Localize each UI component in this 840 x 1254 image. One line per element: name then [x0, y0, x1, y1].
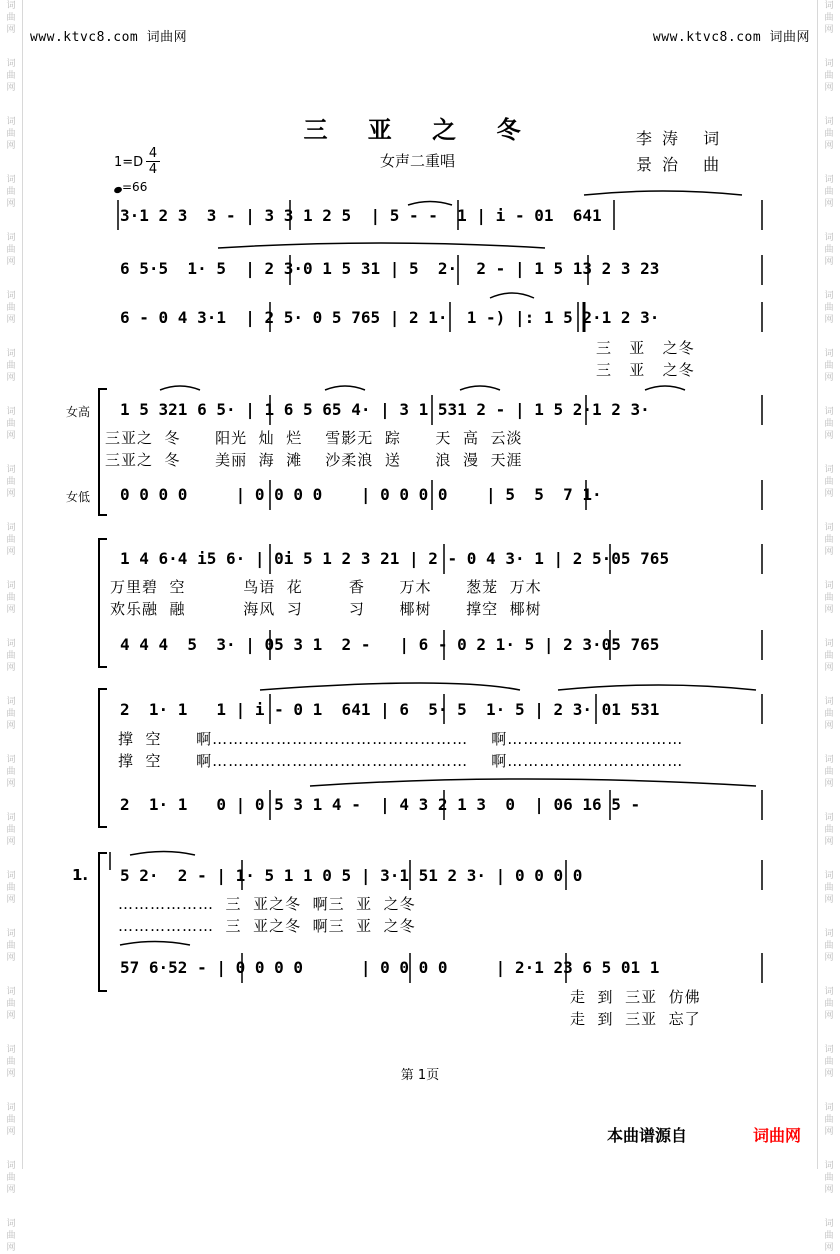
- watermark-char: 曲: [6, 709, 16, 719]
- watermark-char: 网: [824, 199, 834, 209]
- watermark-char: 网: [6, 141, 16, 151]
- watermark-char: 网: [824, 1185, 834, 1195]
- watermark-group: [0, 1218, 22, 1254]
- watermark-char: 词: [6, 639, 16, 649]
- watermark-char: 网: [824, 373, 834, 383]
- watermark-char: 词: [824, 1161, 834, 1171]
- watermark-char: 曲: [6, 361, 16, 371]
- watermark-char: 词: [6, 697, 16, 707]
- watermark-char: 曲: [6, 651, 16, 661]
- watermark-char: 词: [6, 233, 16, 243]
- system-4-upper: 5 2· 2 - | 1· 5 1 1 0 5 | 3·1 51 2 3· | 0 0 0 0: [120, 866, 583, 885]
- watermark-char: 曲: [824, 1231, 834, 1241]
- watermark-char: 网: [6, 1243, 16, 1253]
- system-1-upper: 1 5 321 6 5· | 1 6 5 65 4· | 3 1 531 2 - | 1 5 2·1 2 3·: [120, 400, 650, 419]
- watermark-char: 网: [6, 431, 16, 441]
- site-header-right: www.ktvc8.com 词曲网: [652, 30, 810, 45]
- watermark-char: 网: [6, 489, 16, 499]
- system-3-lyric-2: 撑 空 啊………………………………………… 啊……………………………: [118, 752, 684, 770]
- watermark-char: 词: [6, 407, 16, 417]
- ending-label: 1.: [72, 866, 89, 884]
- watermark-char: 词: [824, 175, 834, 185]
- watermark-char: 网: [824, 25, 834, 35]
- system-3-bracket: [98, 688, 107, 828]
- watermark-char: 网: [6, 25, 16, 35]
- watermark-char: 网: [6, 663, 16, 673]
- watermark-char: 曲: [6, 303, 16, 313]
- watermark-char: 词: [824, 987, 834, 997]
- part-label-lower: 女低: [66, 490, 91, 504]
- system-3-upper: 2 1· 1 1 | i - 0 1 641 | 6 5· 5 1· 5 | 2 3· 01 531: [120, 700, 660, 719]
- watermark-char: 网: [6, 953, 16, 963]
- watermark-char: 曲: [824, 651, 834, 661]
- watermark-char: 曲: [6, 883, 16, 893]
- watermark-char: 词: [824, 1219, 834, 1229]
- watermark-char: 曲: [824, 13, 834, 23]
- watermark-char: 曲: [6, 1173, 16, 1183]
- watermark-char: 词: [824, 291, 834, 301]
- system-1-lyric-2: 三亚之 冬 美丽 海 滩 沙柔浪 送 浪 漫 天涯: [105, 451, 523, 469]
- watermark-char: 曲: [6, 825, 16, 835]
- watermark-char: 词: [824, 59, 834, 69]
- watermark-char: 曲: [6, 477, 16, 487]
- system-4-bracket: [98, 852, 107, 992]
- watermark-char: 网: [6, 605, 16, 615]
- watermark-char: 词: [824, 1103, 834, 1113]
- watermark-char: 网: [824, 953, 834, 963]
- watermark-char: 网: [6, 547, 16, 557]
- watermark-char: 词: [6, 1161, 16, 1171]
- watermark-char: 曲: [824, 1115, 834, 1125]
- watermark-char: 曲: [824, 883, 834, 893]
- watermark-char: 词: [824, 697, 834, 707]
- watermark-char: 网: [6, 895, 16, 905]
- watermark-char: 词: [6, 465, 16, 475]
- source-label: 本曲谱源自: [607, 1126, 688, 1145]
- watermark-char: 网: [824, 257, 834, 267]
- system-4-lyric-3: 走 到 三亚 仿佛: [570, 988, 701, 1006]
- system-1-lower: 0 0 0 0 | 0 0 0 0 | 0 0 0 0 | 5 5 7 1·: [120, 485, 602, 504]
- time-signature-bottom: 4: [146, 161, 160, 177]
- watermark-char: 网: [824, 721, 834, 731]
- watermark-char: 网: [824, 83, 834, 93]
- watermark-char: 词: [6, 1045, 16, 1055]
- system-4-lower: 57 6·52 - | 0 0 0 0 | 0 0 0 0 | 2·1 23 6 5 01 1: [120, 958, 660, 977]
- watermark-char: 词: [6, 929, 16, 939]
- watermark-char: 网: [6, 199, 16, 209]
- watermark-char: 曲: [6, 1115, 16, 1125]
- watermark-char: 曲: [824, 767, 834, 777]
- watermark-char: 网: [824, 837, 834, 847]
- watermark-char: 曲: [6, 1231, 16, 1241]
- system-2-bracket: [98, 538, 107, 668]
- watermark-char: 词: [6, 581, 16, 591]
- watermark-char: 词: [6, 987, 16, 997]
- watermark-char: 网: [6, 315, 16, 325]
- watermark-char: 词: [6, 755, 16, 765]
- watermark-char: 曲: [824, 941, 834, 951]
- watermark-char: 词: [824, 813, 834, 823]
- watermark-char: 曲: [6, 999, 16, 1009]
- time-signature-top: 4: [148, 146, 158, 161]
- part-label-upper: 女高: [66, 405, 91, 419]
- watermark-char: 曲: [6, 71, 16, 81]
- watermark-char: 网: [6, 779, 16, 789]
- watermark-char: 词: [6, 813, 16, 823]
- watermark-char: 词: [6, 871, 16, 881]
- watermark-char: 曲: [6, 419, 16, 429]
- watermark-char: 曲: [824, 1173, 834, 1183]
- watermark-char: 网: [6, 373, 16, 383]
- watermark-char: 网: [824, 1069, 834, 1079]
- song-subtitle: 女声二重唱: [380, 152, 456, 170]
- watermark-char: 词: [6, 1219, 16, 1229]
- watermark-char: 网: [6, 83, 16, 93]
- watermark-char: 词: [824, 871, 834, 881]
- watermark-char: 曲: [6, 13, 16, 23]
- watermark-char: 词: [824, 465, 834, 475]
- watermark-char: 曲: [824, 245, 834, 255]
- watermark-char: 网: [824, 1243, 834, 1253]
- key-signature: 1=D: [114, 155, 144, 170]
- system-2-lyric-2: 欢乐融 融 海风 习 习 椰树 撑空 椰树: [110, 600, 542, 618]
- watermark-char: 网: [824, 895, 834, 905]
- intro-lyric-1: 三 亚 之冬: [596, 339, 695, 357]
- watermark-char: 词: [6, 1, 16, 11]
- watermark-char: 词: [6, 117, 16, 127]
- watermark-char: 曲: [824, 129, 834, 139]
- watermark-char: 曲: [824, 419, 834, 429]
- watermark-char: 曲: [6, 245, 16, 255]
- watermark-char: 网: [824, 779, 834, 789]
- watermark-char: 网: [6, 1069, 16, 1079]
- watermark-char: 词: [824, 233, 834, 243]
- watermark-char: 曲: [824, 825, 834, 835]
- watermark-char: 曲: [6, 187, 16, 197]
- watermark-char: 曲: [824, 71, 834, 81]
- watermark-char: 网: [824, 605, 834, 615]
- watermark-char: 词: [6, 175, 16, 185]
- watermark-char: 网: [824, 1011, 834, 1021]
- system-2-lower: 4 4 4 5 3· | 05 3 1 2 - | 6 - 0 2 1· 5 | 2 3·05 765: [120, 635, 660, 654]
- watermark-char: 词: [824, 755, 834, 765]
- watermark-char: 网: [824, 1127, 834, 1137]
- system-2-lyric-1: 万里碧 空 鸟语 花 香 万木 葱茏 万木: [110, 578, 542, 596]
- watermark-char: 词: [6, 523, 16, 533]
- watermark-char: 网: [6, 1011, 16, 1021]
- watermark-char: 曲: [6, 1057, 16, 1067]
- watermark-char: 词: [824, 581, 834, 591]
- watermark-char: 词: [6, 1103, 16, 1113]
- watermark-char: 词: [824, 1, 834, 11]
- watermark-char: 网: [824, 141, 834, 151]
- watermark-char: 曲: [824, 999, 834, 1009]
- watermark-char: 曲: [6, 767, 16, 777]
- watermark-char: 曲: [824, 477, 834, 487]
- watermark-char: 网: [6, 837, 16, 847]
- watermark-char: 词: [6, 349, 16, 359]
- system-4-lyric-1: ……………… 三 亚之冬 啊三 亚 之冬: [118, 895, 416, 913]
- system-3-lower: 2 1· 1 0 | 0 5 3 1 4 - | 4 3 2 1 3 0 | 06 16 5 -: [120, 795, 641, 814]
- watermark-char: 曲: [6, 593, 16, 603]
- watermark-char: 曲: [824, 303, 834, 313]
- watermark-char: 网: [824, 489, 834, 499]
- composer-credit: 景治 曲: [636, 155, 730, 174]
- watermark-char: 词: [824, 639, 834, 649]
- lyricist-credit: 李涛 词: [636, 129, 730, 148]
- watermark-char: 网: [6, 1127, 16, 1137]
- watermark-char: 词: [824, 523, 834, 533]
- watermark-char: 网: [824, 663, 834, 673]
- watermark-char: 词: [6, 59, 16, 69]
- watermark-char: 词: [824, 117, 834, 127]
- watermark-char: 网: [824, 547, 834, 557]
- watermark-char: 词: [824, 1045, 834, 1055]
- watermark-char: 网: [824, 315, 834, 325]
- watermark-char: 曲: [824, 593, 834, 603]
- watermark-char: 词: [6, 291, 16, 301]
- intro-line-1: 3·1 2 3 3 - | 3 3 1 2 5 | 5 - - 1 | i - 01 641: [120, 206, 602, 225]
- watermark-char: 词: [824, 407, 834, 417]
- watermark-char: 词: [824, 929, 834, 939]
- watermark-char: 网: [6, 257, 16, 267]
- system-3-lyric-1: 撑 空 啊………………………………………… 啊……………………………: [118, 730, 684, 748]
- page-number: 第 1页: [400, 1068, 440, 1083]
- intro-line-2: 6 5·5 1· 5 | 2 3·0 1 5 31 | 5 2· 2 - | 1 5 13 2 3 23: [120, 259, 660, 278]
- system-4-lyric-4: 走 到 三亚 忘了: [570, 1010, 701, 1028]
- brand-link[interactable]: 词曲网: [753, 1126, 802, 1145]
- system-2-upper: 1 4 6·4 i5 6· | 0i 5 1 2 3 21 | 2 - 0 4 3· 1 | 2 5·05 765: [120, 549, 670, 568]
- tempo-value: =66: [122, 180, 148, 194]
- watermark-char: 曲: [824, 709, 834, 719]
- watermark-char: 曲: [824, 1057, 834, 1067]
- system-1-lyric-1: 三亚之 冬 阳光 灿 烂 雪影无 踪 天 高 云淡: [105, 429, 523, 447]
- watermark-char: 曲: [824, 535, 834, 545]
- watermark-char: 曲: [824, 187, 834, 197]
- watermark-char: 词: [824, 349, 834, 359]
- watermark-char: 网: [6, 721, 16, 731]
- watermark-char: 曲: [824, 361, 834, 371]
- song-title: 三 亚 之 冬: [303, 116, 537, 144]
- system-4-lyric-2: ……………… 三 亚之冬 啊三 亚 之冬: [118, 917, 416, 935]
- site-header-left: www.ktvc8.com 词曲网: [30, 30, 188, 45]
- watermark-char: 网: [6, 1185, 16, 1195]
- watermark-char: 网: [824, 431, 834, 441]
- watermark-char: 曲: [6, 535, 16, 545]
- watermark-group: [818, 1218, 840, 1254]
- intro-lyric-2: 三 亚 之冬: [596, 361, 695, 379]
- watermark-char: 曲: [6, 129, 16, 139]
- intro-line-3: 6 - 0 4 3·1 | 2 5· 0 5 765 | 2 1· 1 -) |: 1 5 2·1 2 3·: [120, 308, 660, 327]
- watermark-char: 曲: [6, 941, 16, 951]
